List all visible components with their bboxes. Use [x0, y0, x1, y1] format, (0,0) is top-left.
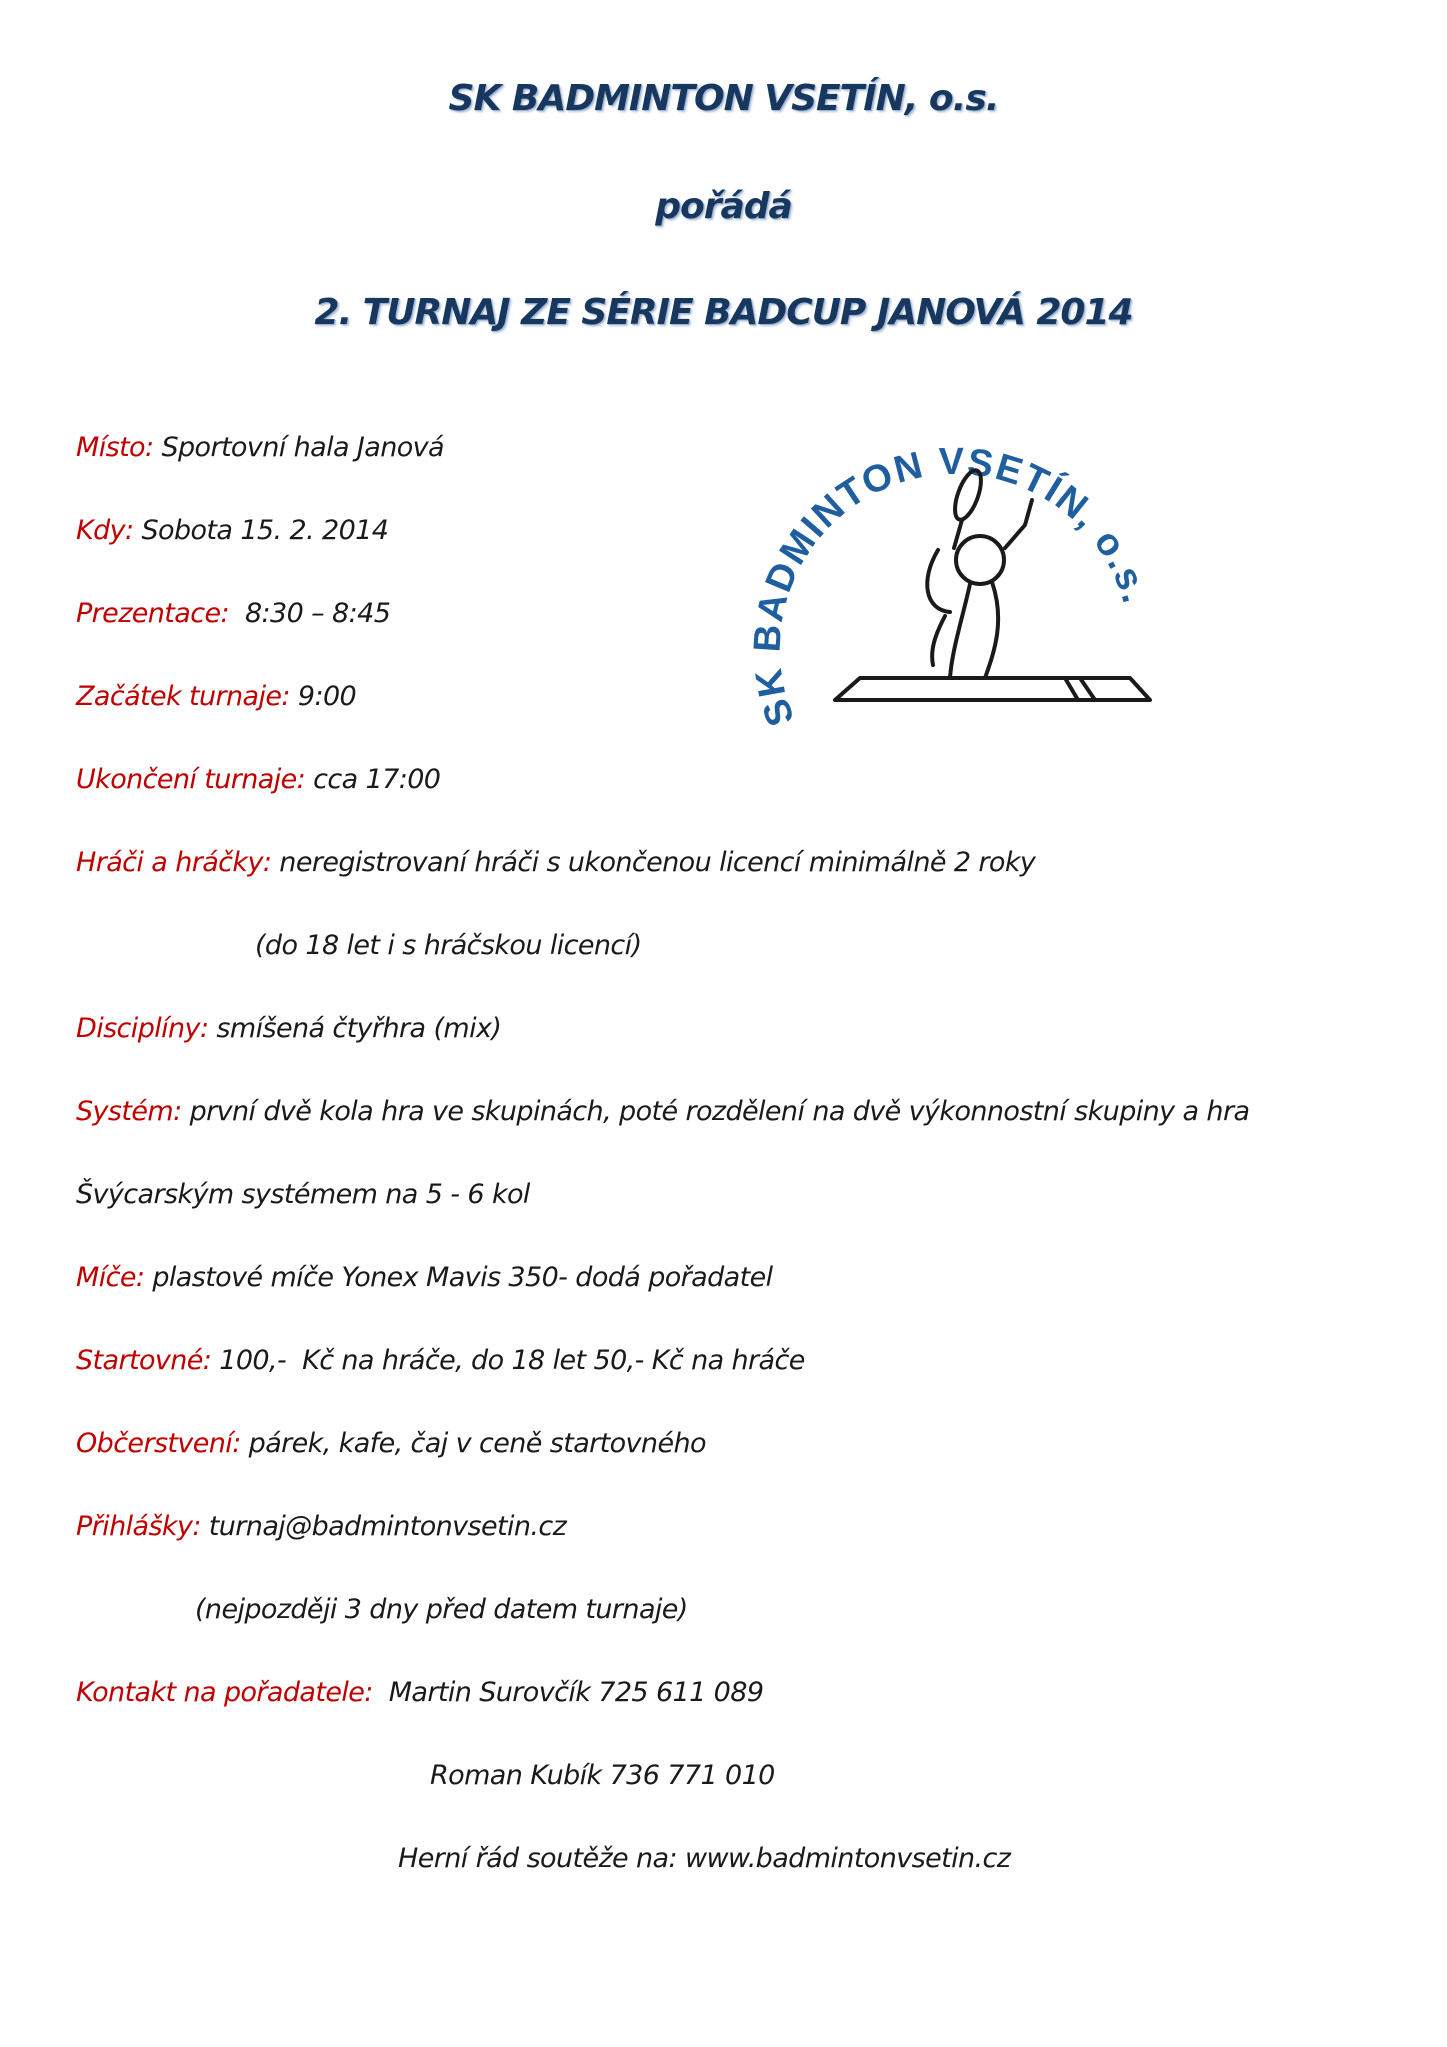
hraci-label: Hráči a hráčky:	[76, 847, 272, 878]
info-kontakt	[76, 1677, 763, 1708]
kontakt-second: Roman Kubík 736 771 010	[430, 1760, 775, 1791]
info-prihlasky	[76, 1511, 566, 1542]
info-mice	[76, 1262, 773, 1293]
discipliny-label: Disciplíny:	[76, 1013, 209, 1044]
ukonceni-label: Ukončení turnaje:	[76, 764, 306, 795]
info-discipliny	[76, 1013, 501, 1044]
system-value: první dvě kola hra ve skupinách, poté rozdělení na dvě výkonnostní skupiny a hra	[181, 1096, 1250, 1127]
hraci-value: neregistrovaní hráči s ukončenou licencí minimálně 2 roky	[271, 847, 1036, 878]
info-prezentace	[76, 598, 390, 629]
org-title: SK BADMINTON VSETÍN, o.s.	[448, 78, 999, 119]
hraci-note: (do 18 let i s hráčskou licencí)	[255, 930, 642, 961]
info-startovne	[76, 1345, 805, 1376]
mice-value: plastové míče Yonex Mavis 350- dodá pořadatel	[144, 1262, 773, 1293]
badminton-player-icon	[835, 467, 1150, 700]
kdy-label: Kdy:	[76, 515, 134, 546]
mice-label: Míče:	[76, 1262, 145, 1293]
zacatek-value: 9:00	[289, 681, 357, 712]
info-zacatek	[76, 681, 356, 712]
startovne-label: Startovné:	[76, 1345, 212, 1376]
system-label: Systém:	[76, 1096, 182, 1127]
prihlasky-label: Přihlášky:	[76, 1511, 201, 1542]
misto-value: Sportovní hala Janová	[153, 432, 444, 463]
prezentace-label: Prezentace:	[76, 598, 229, 629]
obcerstveni-value: párek, kafe, čaj v ceně startovného	[240, 1428, 706, 1459]
ukonceni-value: cca 17:00	[305, 764, 441, 795]
discipliny-value: smíšená čtyřhra (mix)	[208, 1013, 502, 1044]
event-title: 2. TURNAJ ZE SÉRIE BADCUP JANOVÁ 2014	[314, 292, 1133, 333]
footer-rules-link[interactable]: Herní řád soutěže na: www.badmintonvsetin.cz	[398, 1843, 1011, 1874]
obcerstveni-label: Občerstvení:	[76, 1428, 241, 1459]
system-continuation: Švýcarským systémem na 5 - 6 kol	[76, 1179, 530, 1210]
prihlasky-email[interactable]: turnaj@badmintonvsetin.cz	[200, 1511, 567, 1542]
logo-arc-text: SK BADMINTON VSETÍN, o.s.	[746, 440, 1157, 732]
startovne-value: 100,- Kč na hráče, do 18 let 50,- Kč na hráče	[211, 1345, 805, 1376]
kontakt-value: Martin Surovčík 725 611 089	[372, 1677, 764, 1708]
zacatek-label: Začátek turnaje:	[76, 681, 290, 712]
info-ukonceni	[76, 764, 440, 795]
club-logo	[740, 420, 1200, 740]
kontakt-label: Kontakt na pořadatele:	[76, 1677, 373, 1708]
info-misto	[76, 432, 444, 463]
misto-label: Místo:	[76, 432, 154, 463]
prihlasky-note: (nejpozději 3 dny před datem turnaje)	[195, 1594, 688, 1625]
info-hraci	[76, 847, 1035, 878]
prezentace-value: 8:30 – 8:45	[228, 598, 391, 629]
info-obcerstveni	[76, 1428, 706, 1459]
organizes-label: pořádá	[655, 186, 792, 227]
info-system	[76, 1096, 1249, 1127]
kdy-value: Sobota 15. 2. 2014	[133, 515, 389, 546]
info-kdy	[76, 515, 388, 546]
